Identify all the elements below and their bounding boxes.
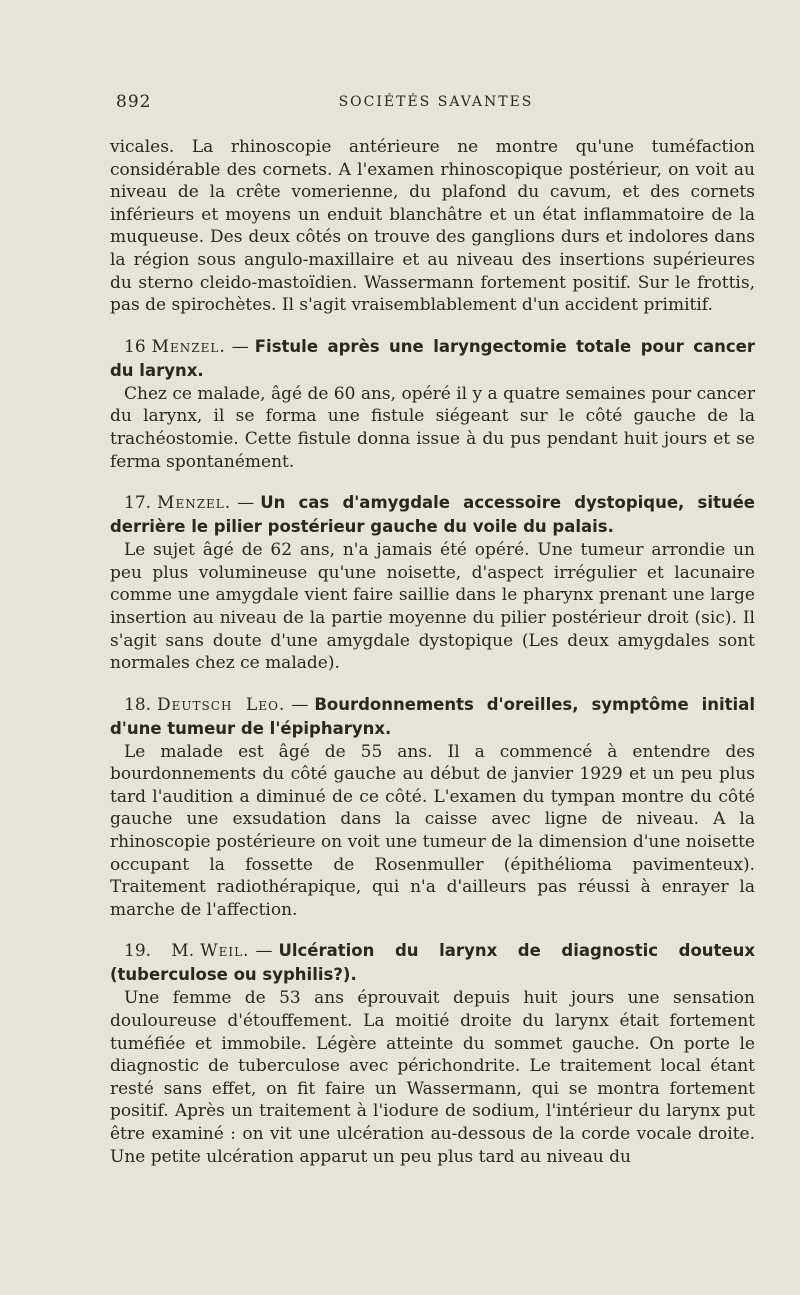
page-body — [110, 136, 755, 1168]
entry-19 — [110, 939, 755, 1168]
entry-author: Menzel. — [157, 493, 232, 514]
entry-number: 17. — [124, 493, 152, 514]
entry-heading — [110, 491, 755, 539]
entry-17 — [110, 491, 755, 675]
entry-title: Un cas d'amygdale accessoire dystopique, située derrière le pilier postérieur gauche du voile du palais. — [110, 493, 755, 537]
entry-body: Chez ce malade, âgé de 60 ans, opéré il y a quatre semaines pour cancer du larynx, il se forma une fistule siégeant sur le côté gauche de la trachéostomie. Cette fistule donna issue à du pus pendant huit jours et se ferma spontanément. — [110, 383, 755, 472]
entry-title: Ulcération du larynx de diagnostic douteux (tuberculose ou syphilis?). — [110, 941, 756, 985]
entry-separator: — — [291, 694, 309, 715]
entry-separator: — — [255, 941, 273, 962]
page-number: 892 — [116, 92, 152, 112]
entry-number: 18. — [124, 694, 152, 715]
page-header — [116, 92, 756, 118]
running-head: SOCIÉTÉS SAVANTES — [338, 94, 534, 110]
entry-16 — [110, 335, 755, 473]
entry-number: 16 — [124, 336, 146, 357]
entry-body: Une femme de 53 ans éprouvait depuis huit jours une sensation douloureuse d'étouffement. La moitié droite du larynx était fortement tuméfiée et immobile. Légère atteinte du sommet gauche. On porte le diagnostic de tuberculose avec périchondrite. Le traitement local étant resté sans effet, on fit faire un Wassermann, qui se montra fortement positif. Après un traitement à l'iodure de sodium, l'intérieur du larynx put être examiné : on vit une ulcération au-dessous de la corde vocale droite. Une petite ulcération apparut un peu plus tard au niveau du — [110, 988, 755, 1167]
entry-author: Weil. — [200, 941, 250, 962]
entry-separator: — — [237, 493, 255, 514]
entry-body: Le sujet âgé de 62 ans, n'a jamais été opéré. Une tumeur arrondie un peu plus volumineuse qu'une noisette, d'aspect irrégulier et lacunaire comme une amygdale vient faire saillie dans le pharynx prenant une large insertion au niveau de la partie moyenne du pilier postérieur droit (sic). Il s'agit sans doute d'une amygdale dystopique (Les deux amygdales sont normales chez ce malade). — [110, 540, 755, 674]
entry-author: Deutsch Leo. — [157, 694, 286, 715]
entry-heading — [110, 939, 755, 987]
entry-number: 19. M. — [124, 941, 195, 962]
entry-title: Fistule après une laryngectomie totale pour cancer du larynx. — [110, 336, 755, 380]
entry-18 — [110, 693, 755, 922]
entry-separator: — — [231, 336, 249, 357]
entry-heading — [110, 335, 755, 383]
entry-body: Le malade est âgé de 55 ans. Il a commencé à entendre des bourdonnements du côté gauche au début de janvier 1929 et un peu plus tard l'audition a diminué de ce côté. L'examen du tympan montre du côté gauche une exsudation dans la caisse avec ligne de niveau. A la rhinoscopie postérieure on voit une tumeur de la dimension d'une noisette occupant la fossette de Rosenmuller (épithélioma pavimenteux). Traitement radiothérapique, qui n'a d'ailleurs pas réussi à enrayer la marche de l'affection. — [110, 741, 755, 920]
entry-heading — [110, 693, 755, 741]
intro-paragraph: vicales. La rhinoscopie antérieure ne montre qu'une tuméfaction considérable des cornets. A l'examen rhinoscopique postérieur, on voit au niveau de la crête vomerienne, du plafond du cavum, et des cornets inférieurs et moyens un enduit blanchâtre et un état inflammatoire de la muqueuse. Des deux côtés on trouve des ganglions durs et indolores dans la région sous angulo-maxillaire et au niveau des insertions supérieures du sterno cleido-mastoïdien. Wassermann fortement positif. Sur le frottis, pas de spirochètes. Il s'agit vraisemblablement d'un accident primitif. — [110, 137, 755, 316]
entry-author: Menzel. — [151, 336, 226, 357]
entry-title: Bourdonnements d'oreilles, symptôme initial d'une tumeur de l'épipharynx. — [110, 694, 755, 738]
